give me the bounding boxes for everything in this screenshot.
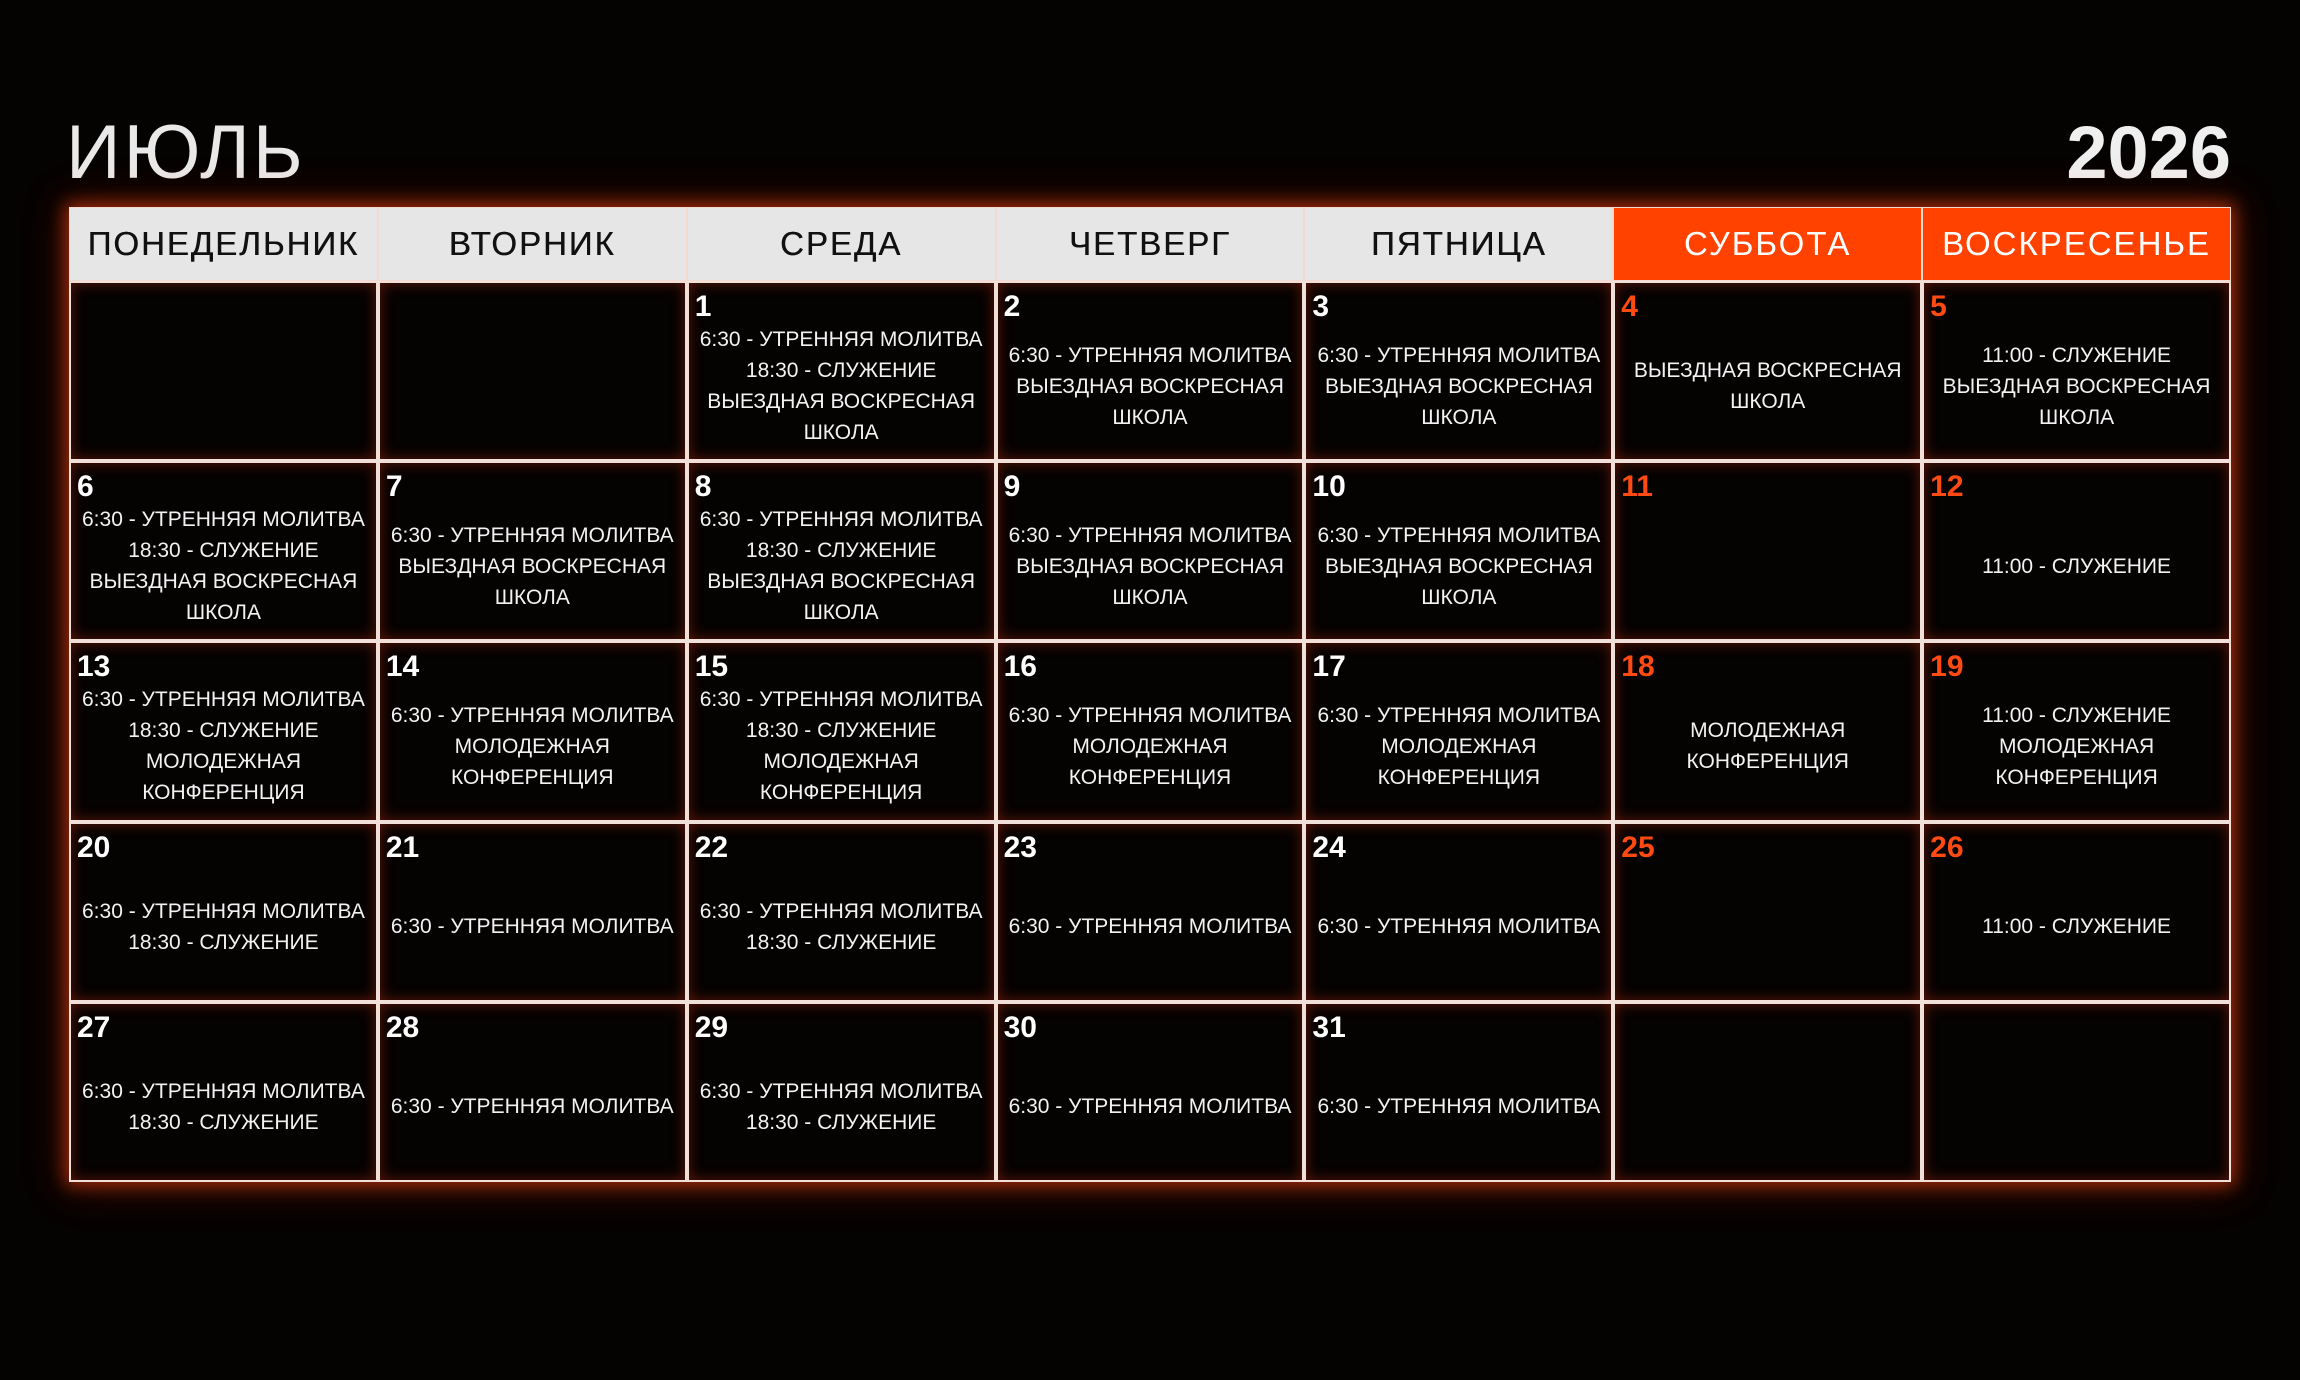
calendar-day-cell[interactable] [996,1002,1305,1182]
day-number: 4 [1621,290,1638,323]
event-item: 18:30 - СЛУЖЕНИЕ [745,359,937,383]
day-number: 28 [385,1010,420,1044]
event-item: МОЛОДЕЖНАЯ КОНФЕРЕНЦИЯ [1068,734,1232,789]
event-item: ВЫЕЗДНАЯ ВОСКРЕСНАЯ ШКОЛА [707,390,976,445]
day-number: 25 [1621,830,1655,864]
calendar-day-cell[interactable] [378,281,687,461]
day-events [390,1040,675,1174]
calendar-day-cell[interactable] [996,822,1305,1002]
day-events [699,319,984,453]
weekday-header: ВОСКРЕСЕНЬЕ [1922,207,2231,281]
day-events [1008,860,1293,994]
calendar-day-cell[interactable] [1304,1002,1613,1182]
day-number: 22 [694,830,729,864]
event-item: 6:30 - УТРЕННЯЯ МОЛИТВА [699,899,983,923]
day-events [1934,499,2219,633]
event-item: 18:30 - СЛУЖЕНИЕ [745,1110,937,1134]
event-item: 11:00 - СЛУЖЕНИЕ [1982,554,2172,578]
calendar-day-cell[interactable] [69,1002,378,1182]
weekday-header: ПОНЕДЕЛЬНИК [69,207,378,281]
day-number: 3 [1312,290,1330,323]
event-item: ВЫЕЗДНАЯ ВОСКРЕСНАЯ ШКОЛА [1324,554,1593,609]
calendar-day-cell[interactable] [996,461,1305,641]
calendar-day-cell[interactable] [1922,641,2231,821]
calendar-grid [69,207,2231,1182]
day-events [1934,679,2219,813]
day-number: 21 [385,830,420,864]
event-item: МОЛОДЕЖНАЯ КОНФЕРЕНЦИЯ [759,750,923,805]
calendar-day-cell[interactable] [687,1002,996,1182]
event-item: МОЛОДЕЖНАЯ КОНФЕРЕНЦИЯ [1686,719,1849,774]
event-item: 6:30 - УТРЕННЯЯ МОЛИТВА [1008,523,1292,547]
day-events [1625,319,1910,453]
event-item: 6:30 - УТРЕННЯЯ МОЛИТВА [699,328,983,352]
day-number: 20 [77,830,111,864]
weekday-header: ЧЕТВЕРГ [996,207,1305,281]
day-events [1008,499,1293,633]
calendar-day-cell[interactable] [1922,822,2231,1002]
event-item: ВЫЕЗДНАЯ ВОСКРЕСНАЯ ШКОЛА [1016,374,1284,429]
calendar-day-cell[interactable] [69,281,378,461]
calendar-day-cell[interactable] [378,822,687,1002]
day-events [1934,860,2219,994]
event-item: 11:00 - СЛУЖЕНИЕ [1982,703,2172,727]
event-item: 6:30 - УТРЕННЯЯ МОЛИТВА [1008,343,1292,367]
day-number: 17 [1312,650,1346,684]
event-item: ВЫЕЗДНАЯ ВОСКРЕСНАЯ ШКОЛА [1016,554,1284,609]
event-item: ВЫЕЗДНАЯ ВОСКРЕСНАЯ ШКОЛА [1942,374,2211,429]
calendar-day-cell[interactable] [1613,822,1922,1002]
day-number: 30 [1003,1010,1037,1044]
weekday-header: ВТОРНИК [378,207,687,281]
day-number: 6 [77,470,94,504]
weekday-header: ПЯТНИЦА [1304,207,1613,281]
day-events [1934,319,2219,453]
event-item: 18:30 - СЛУЖЕНИЕ [745,719,937,743]
event-item: 6:30 - УТРЕННЯЯ МОЛИТВА [1317,1095,1601,1119]
day-events [81,860,366,994]
event-item: 6:30 - УТРЕННЯЯ МОЛИТВА [82,688,365,712]
day-events [390,860,675,994]
event-item: 6:30 - УТРЕННЯЯ МОЛИТВА [699,688,983,712]
day-events [1625,679,1910,813]
calendar-day-cell[interactable] [1304,822,1613,1002]
event-item: 6:30 - УТРЕННЯЯ МОЛИТВА [1317,343,1601,367]
day-number: 27 [77,1010,111,1044]
day-events [1316,499,1601,633]
calendar-day-cell[interactable] [687,822,996,1002]
event-item: 6:30 - УТРЕННЯЯ МОЛИТВА [1317,523,1601,547]
event-item: ВЫЕЗДНАЯ ВОСКРЕСНАЯ ШКОЛА [1633,359,1902,414]
event-item: 6:30 - УТРЕННЯЯ МОЛИТВА [82,1079,365,1103]
event-item: 6:30 - УТРЕННЯЯ МОЛИТВА [699,508,983,532]
day-events [1008,319,1293,453]
calendar-day-cell[interactable] [1304,281,1613,461]
day-events [81,499,366,633]
day-number: 14 [385,650,420,684]
day-number: 24 [1312,830,1346,864]
calendar-day-cell[interactable] [69,641,378,821]
event-item: 6:30 - УТРЕННЯЯ МОЛИТВА [390,703,674,727]
event-item: ВЫЕЗДНАЯ ВОСКРЕСНАЯ ШКОЛА [89,570,358,625]
event-item: МОЛОДЕЖНАЯ КОНФЕРЕНЦИЯ [451,734,614,789]
calendar-day-cell[interactable] [378,641,687,821]
event-item: 6:30 - УТРЕННЯЯ МОЛИТВА [390,1095,674,1119]
event-item: 18:30 - СЛУЖЕНИЕ [128,930,319,954]
event-item: ВЫЕЗДНАЯ ВОСКРЕСНАЯ ШКОЛА [398,554,667,609]
event-item: 6:30 - УТРЕННЯЯ МОЛИТВА [390,523,674,547]
event-item: 11:00 - СЛУЖЕНИЕ [1982,343,2172,367]
day-events [1316,860,1601,994]
day-events [390,679,675,813]
day-events [1008,1040,1293,1174]
day-number: 8 [694,470,712,504]
calendar-day-cell[interactable] [1304,461,1613,641]
day-number: 15 [694,650,729,684]
weekday-header: СУББОТА [1613,207,1922,281]
year-title: 2026 [2066,111,2231,194]
day-events [699,860,984,994]
event-item: 6:30 - УТРЕННЯЯ МОЛИТВА [1008,703,1292,727]
calendar-day-cell[interactable] [1613,461,1922,641]
event-item: 6:30 - УТРЕННЯЯ МОЛИТВА [390,915,674,939]
calendar-day-cell[interactable] [378,461,687,641]
calendar-day-cell[interactable] [687,281,996,461]
day-number: 13 [77,650,111,684]
day-events [1316,319,1601,453]
calendar-day-cell[interactable] [69,461,378,641]
calendar-day-cell[interactable] [1922,461,2231,641]
event-item: 18:30 - СЛУЖЕНИЕ [745,539,937,563]
event-item: ВЫЕЗДНАЯ ВОСКРЕСНАЯ ШКОЛА [707,570,976,625]
event-item: 6:30 - УТРЕННЯЯ МОЛИТВА [699,1079,983,1103]
calendar-day-cell[interactable] [687,461,996,641]
day-number: 16 [1003,650,1037,684]
calendar-day-cell[interactable] [1613,641,1922,821]
day-number: 26 [1930,830,1964,864]
day-number: 12 [1930,470,1964,504]
day-events [81,1040,366,1174]
day-number: 7 [385,470,403,504]
day-number: 5 [1930,290,1947,323]
day-number: 18 [1621,650,1655,684]
calendar-day-cell[interactable] [996,281,1305,461]
event-item: МОЛОДЕЖНАЯ КОНФЕРЕНЦИЯ [1377,734,1541,789]
day-events [81,679,366,813]
event-item: 18:30 - СЛУЖЕНИЕ [128,539,319,563]
calendar-day-cell[interactable] [378,1002,687,1182]
calendar-day-cell[interactable] [1922,281,2231,461]
event-item: 11:00 - СЛУЖЕНИЕ [1982,915,2172,939]
day-number: 31 [1312,1010,1346,1044]
day-events [699,1040,984,1174]
event-item: 6:30 - УТРЕННЯЯ МОЛИТВА [1008,1095,1292,1119]
event-item: 18:30 - СЛУЖЕНИЕ [745,930,937,954]
event-item: МОЛОДЕЖНАЯ КОНФЕРЕНЦИЯ [142,750,305,805]
event-item: ВЫЕЗДНАЯ ВОСКРЕСНАЯ ШКОЛА [1324,374,1593,429]
day-events [699,679,984,813]
month-title: ИЮЛЬ [66,110,306,195]
event-item: 18:30 - СЛУЖЕНИЕ [128,719,319,743]
day-number: 9 [1003,470,1021,504]
day-number: 2 [1003,290,1021,323]
event-item: МОЛОДЕЖНАЯ КОНФЕРЕНЦИЯ [1995,734,2158,789]
event-item: 6:30 - УТРЕННЯЯ МОЛИТВА [1317,915,1601,939]
event-item: 6:30 - УТРЕННЯЯ МОЛИТВА [82,899,365,923]
day-number: 19 [1930,650,1964,684]
day-number: 29 [694,1010,729,1044]
event-item: 6:30 - УТРЕННЯЯ МОЛИТВА [82,508,365,532]
day-number: 23 [1003,830,1037,864]
calendar-day-cell[interactable] [1613,1002,1922,1182]
day-number: 10 [1312,470,1346,504]
calendar-day-cell[interactable] [69,822,378,1002]
calendar-day-cell[interactable] [1922,1002,2231,1182]
day-events [1316,1040,1601,1174]
calendar-day-cell[interactable] [1304,641,1613,821]
day-events [1316,679,1601,813]
day-events [390,499,675,633]
event-item: 18:30 - СЛУЖЕНИЕ [128,1110,319,1134]
calendar-day-cell[interactable] [1613,281,1922,461]
event-item: 6:30 - УТРЕННЯЯ МОЛИТВА [1317,703,1601,727]
event-item: 6:30 - УТРЕННЯЯ МОЛИТВА [1008,915,1292,939]
calendar-day-cell[interactable] [996,641,1305,821]
day-number: 1 [694,290,712,323]
day-events [1008,679,1293,813]
day-number: 11 [1621,470,1653,504]
calendar-day-cell[interactable] [687,641,996,821]
day-events [699,499,984,633]
weekday-header: СРЕДА [687,207,996,281]
